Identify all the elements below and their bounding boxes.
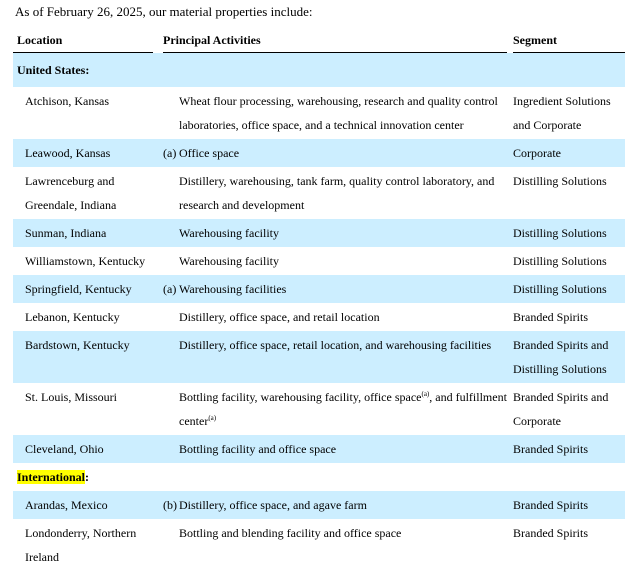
row-location: Arandas, Mexico	[13, 491, 153, 519]
section-label-us: United States:	[17, 63, 90, 77]
row-location: Lawrenceburg and Greendale, Indiana	[25, 174, 117, 212]
section-row-us	[13, 53, 625, 87]
row-note	[163, 247, 179, 275]
row-activities: Bottling facility and office space	[179, 435, 507, 463]
row-segment: Branded Spirits	[513, 310, 588, 324]
row-note: (a)	[163, 139, 179, 167]
row-segment: Branded Spirits	[513, 526, 588, 540]
row-note	[163, 435, 179, 463]
row-activities: Distillery, office space, and agave farm	[179, 491, 507, 519]
table-row	[13, 219, 625, 247]
row-segment: Distilling Solutions	[513, 174, 607, 188]
row-activities: Wheat flour processing, warehousing, research and quality control laboratories, office space, and a technical innovation center	[179, 94, 498, 132]
intro-text: As of February 26, 2025, our material properties include:	[15, 4, 313, 19]
row-segment: Branded Spirits and Distilling Solutions	[513, 331, 625, 383]
row-segment: Branded Spirits	[513, 435, 625, 463]
table-row	[13, 519, 625, 571]
row-note	[163, 519, 179, 571]
row-location: Sunman, Indiana	[13, 219, 153, 247]
row-location: Williamstown, Kentucky	[25, 254, 146, 268]
section-label-international: International:	[17, 470, 90, 484]
footnote-marker: (a)	[208, 414, 217, 422]
header-activities: Principal Activities	[163, 28, 507, 53]
row-location: Leawood, Kansas	[13, 139, 153, 167]
row-note	[163, 167, 179, 219]
table-row	[13, 491, 625, 519]
row-activities: Warehousing facilities	[179, 275, 507, 303]
row-activities: Bottling and blending facility and office space	[179, 526, 402, 540]
row-segment: Branded Spirits and Corporate	[513, 390, 609, 428]
footnote-marker: (a)	[421, 390, 430, 398]
row-note: (a)	[163, 275, 179, 303]
section-row-international	[13, 463, 625, 491]
row-activities: Bottling facility, warehousing facility, office space$^{(a)}$, and fulfillment center$^{(a)}$	[179, 390, 507, 428]
row-note: (b)	[163, 491, 179, 519]
row-location: Cleveland, Ohio	[13, 435, 153, 463]
header-segment: Segment	[513, 28, 625, 53]
row-activities: Office space	[179, 139, 507, 167]
row-note	[163, 219, 179, 247]
table-row	[13, 331, 625, 383]
row-note	[163, 303, 179, 331]
row-location: Londonderry, Northern Ireland	[25, 526, 137, 564]
row-note	[163, 87, 179, 139]
row-segment: Distilling Solutions	[513, 254, 607, 268]
row-location: Atchison, Kansas	[25, 94, 109, 108]
table-row	[13, 275, 625, 303]
row-segment: Distilling Solutions	[513, 275, 625, 303]
row-segment: Branded Spirits	[513, 491, 625, 519]
table-row	[13, 435, 625, 463]
row-activities: Distillery, warehousing, tank farm, quality control laboratory, and research and development	[179, 174, 495, 212]
row-location: Bardstown, Kentucky	[13, 331, 153, 383]
table-row	[13, 303, 625, 331]
row-note	[163, 331, 179, 383]
row-segment: Corporate	[513, 139, 625, 167]
table-row	[13, 167, 625, 219]
properties-table	[13, 28, 625, 571]
row-activities: Warehousing facility	[179, 219, 507, 247]
table-row	[13, 87, 625, 139]
row-activities: Distillery, office space, and retail location	[179, 310, 380, 324]
table-row	[13, 247, 625, 275]
table-row	[13, 139, 625, 167]
header-location: Location	[13, 28, 153, 53]
row-activities: Warehousing facility	[179, 254, 280, 268]
row-location: St. Louis, Missouri	[25, 390, 118, 404]
row-activities: Distillery, office space, retail location, and warehousing facilities	[179, 331, 507, 383]
row-note	[163, 383, 179, 435]
row-segment: Ingredient Solutions and Corporate	[513, 94, 611, 132]
table-row	[13, 383, 625, 435]
row-location: Lebanon, Kentucky	[25, 310, 120, 324]
row-location: Springfield, Kentucky	[13, 275, 153, 303]
header-row	[13, 28, 625, 53]
row-segment: Distilling Solutions	[513, 219, 625, 247]
